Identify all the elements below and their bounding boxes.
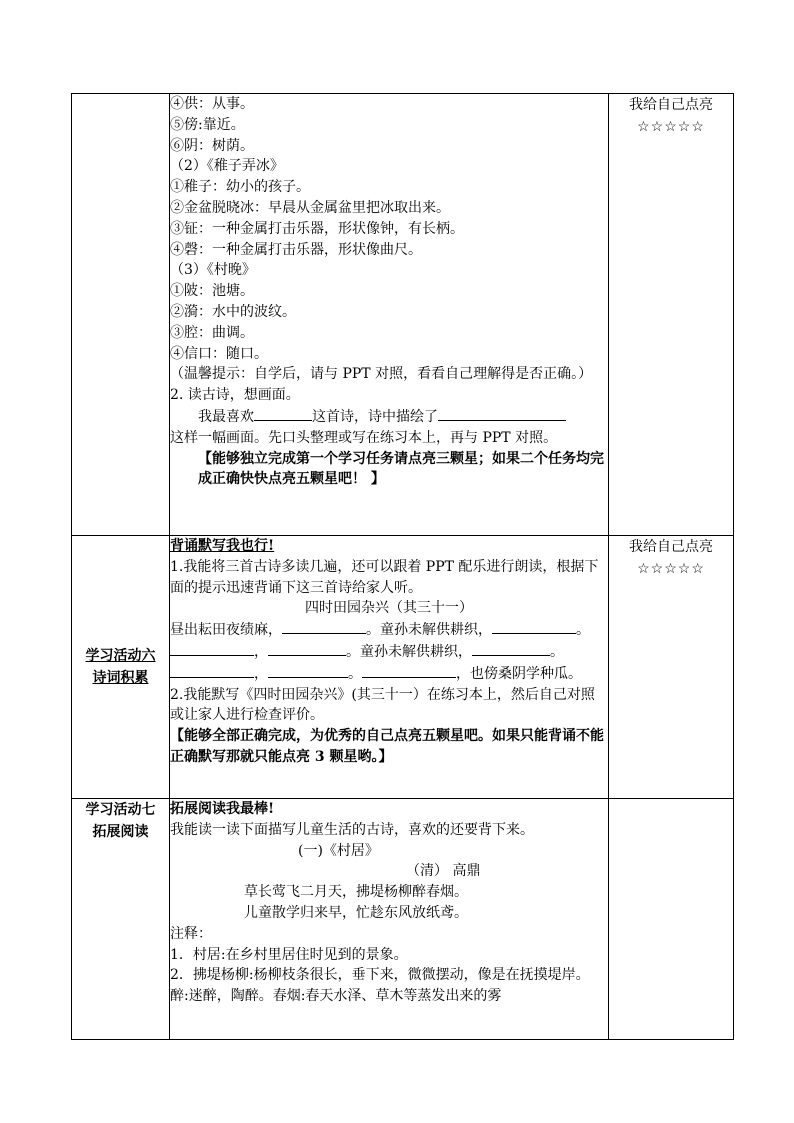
poem-heading: （3）《村晚》 bbox=[170, 262, 256, 279]
star-rating[interactable]: ☆☆☆☆☆ bbox=[637, 119, 705, 135]
fill-blank[interactable] bbox=[170, 641, 254, 656]
gloss-line: ②漪：水中的波纹。 bbox=[170, 303, 296, 320]
section-heading: 背诵默写我也行! bbox=[170, 538, 275, 554]
task2-fill-line bbox=[170, 406, 608, 428]
content-cell bbox=[170, 94, 609, 536]
table-row bbox=[72, 799, 734, 1040]
reading-intro: 我能读一读下面描写儿童生活的古诗，喜欢的还要背下来。 bbox=[170, 821, 534, 838]
activity-number: 学习活动六 bbox=[85, 648, 156, 664]
task-item-2: 2.我能默写《四时田园杂兴》(其三十一）在练习本上，然后自己对照或让家人进行检查评价。 bbox=[170, 686, 595, 724]
self-rating-cell-empty bbox=[609, 799, 734, 1040]
star-rating[interactable]: ☆☆☆☆☆ bbox=[637, 561, 705, 577]
poem-text: 。 bbox=[550, 643, 564, 660]
gloss-line: ①稚子：幼小的孩子。 bbox=[170, 179, 310, 196]
fill-blank[interactable] bbox=[472, 641, 550, 656]
poem-title: 四时田园杂兴（其三十一） bbox=[305, 600, 473, 617]
poem-text: 。童孙未解供耕织， bbox=[366, 622, 492, 639]
poem-text: 昼出耘田夜绩麻， bbox=[170, 622, 282, 639]
fill-blank[interactable] bbox=[170, 663, 254, 678]
note-item: 1．村居:在乡村里居住时见到的景象。 bbox=[170, 946, 408, 963]
task2-text-c: 这样一幅画面。先口头整理或写在练习本上，再与 PPT 对照。 bbox=[170, 429, 558, 446]
poem-fill-line-2 bbox=[170, 641, 608, 663]
rating-label: 我给自己点亮 bbox=[629, 97, 713, 113]
poem-line: 草长莺飞二月天，拂堤杨柳醉春烟。 bbox=[244, 884, 468, 901]
table-row bbox=[72, 536, 734, 799]
task2-text-b: 这首诗，诗中描绘了 bbox=[312, 408, 438, 425]
gloss-line: ④信口：随口。 bbox=[170, 345, 268, 362]
activity-cell-empty bbox=[72, 94, 170, 536]
gloss-line: ④供：从事。 bbox=[170, 96, 254, 112]
activity-cell bbox=[72, 799, 170, 1040]
section-heading: 拓展阅读我最棒! bbox=[170, 801, 275, 817]
fill-blank[interactable] bbox=[492, 619, 576, 634]
activity-number: 学习活动七 bbox=[85, 802, 156, 818]
gloss-line: ③钲：一种金属打击乐器，形状像钟，有长柄。 bbox=[170, 220, 464, 237]
poem-text: 。 bbox=[576, 622, 590, 639]
bold-star-note: 【能够全部正确完成，为优秀的自己点亮五颗星吧。如果只能背诵不能正确默写那就只能点亮 3 颗星哟。】 bbox=[170, 728, 604, 765]
poem-text: ， bbox=[254, 665, 268, 682]
bold-star-note: 【能够独立完成第一个学习任务请点亮三颗星；如果二个任务均完成正确快快点亮五颗星吧！ 】 bbox=[198, 450, 604, 488]
poem-heading: （2）《稚子弄冰》 bbox=[170, 158, 284, 175]
gloss-line: ⑤傍:靠近。 bbox=[170, 116, 245, 133]
content-cell bbox=[170, 799, 609, 1040]
task2-title: 2. 读古诗，想画面。 bbox=[170, 387, 300, 404]
fill-blank[interactable] bbox=[362, 663, 456, 678]
activity-name: 拓展阅读 bbox=[92, 824, 149, 840]
worksheet-table bbox=[71, 93, 734, 1040]
content-cell bbox=[170, 536, 609, 799]
rating-label: 我给自己点亮 bbox=[629, 539, 713, 555]
notes-title: 注释： bbox=[170, 925, 212, 942]
fill-blank[interactable] bbox=[268, 663, 348, 678]
gloss-line: ④磬：一种金属打击乐器，形状像曲尺。 bbox=[170, 241, 422, 258]
gloss-line: ①陂：池塘。 bbox=[170, 283, 254, 300]
poem-text: 。 bbox=[348, 665, 362, 682]
study-tip: （温馨提示：自学后，请与 PPT 对照，看看自己理解得是否正确。） bbox=[170, 366, 593, 383]
fill-blank[interactable] bbox=[268, 641, 346, 656]
gloss-line: ③腔：曲调。 bbox=[170, 324, 254, 341]
table-row bbox=[72, 94, 734, 536]
poem-text: ，也傍桑阴学种瓜。 bbox=[456, 665, 582, 682]
self-rating-cell bbox=[609, 536, 734, 799]
note-item: 2．拂堤杨柳:杨柳枝条很长，垂下来，微微摆动，像是在抚摸堤岸。醉:迷醉，陶醉。春烟:春天水泽、草木等蒸发出来的雾 bbox=[170, 967, 590, 1005]
activity-cell bbox=[72, 536, 170, 799]
poem-text: 。童孙未解供耕织， bbox=[346, 643, 472, 660]
poem-line: 儿童散学归来早，忙趁东风放纸鸢。 bbox=[244, 904, 468, 921]
poem-fill-line-1 bbox=[170, 619, 608, 641]
fill-blank[interactable] bbox=[438, 406, 566, 421]
task2-text-a: 我最喜欢 bbox=[198, 408, 254, 425]
poem-author: （清） 高鼎 bbox=[406, 863, 481, 880]
activity-name: 诗词积累 bbox=[92, 670, 149, 686]
gloss-line: ⑥阴：树荫。 bbox=[170, 137, 254, 154]
self-rating-cell bbox=[609, 94, 734, 536]
fill-blank[interactable] bbox=[282, 619, 366, 634]
task-item-1: 1.我能将三首古诗多读几遍，还可以跟着 PPT 配乐进行朗读，根据下面的提示迅速背诵下这三首诗给家人听。 bbox=[170, 558, 599, 596]
gloss-line: ②金盆脱晓冰：早晨从金属盆里把冰取出来。 bbox=[170, 199, 450, 216]
poem-title: (一)《村居》 bbox=[298, 842, 379, 859]
fill-blank[interactable] bbox=[254, 406, 312, 421]
poem-fill-line-3 bbox=[170, 663, 608, 685]
poem-text: ， bbox=[254, 643, 268, 660]
